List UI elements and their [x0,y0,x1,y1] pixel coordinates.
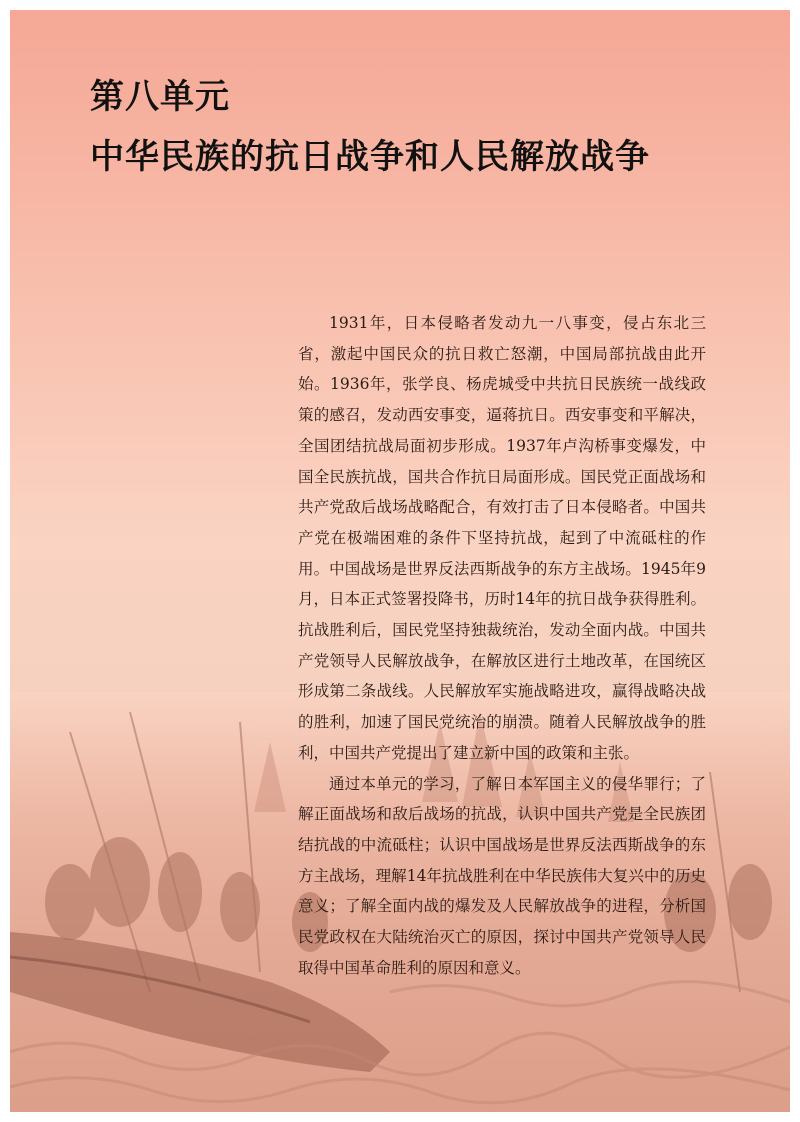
unit-label: 第八单元 [90,77,230,117]
page [10,10,790,1112]
intro-paragraph-1: 1931年，日本侵略者发动九一八事变，侵占东北三省，激起中国民众的抗日救亡怒潮，中国局部抗战由此开始。1936年，张学良、杨虎城受中共抗日民族统一战线政策的感召，发动西安事变，逼蒋抗日。西安事变和平解决，全国团结抗战局面初步形成。1937年卢沟桥事变爆发，中国全民族抗战，国共合作抗日局面形成。国民党正面战场和共产党敌后战场战略配合，有效打击了日本侵略者。中国共产党在极端困难的条件下坚持抗战，起到了中流砥柱的作用。中国战场是世界反法西斯战争的东方主战场。1945年9月，日本正式签署投降书，历时14年的抗日战争获得胜利。抗战胜利后，国民党坚持独裁统治，发动全面内战。中国共产党领导人民解放战争，在解放区进行土地改革，在国统区形成第二条战线。人民解放军实施战略进攻，赢得战略决战的胜利，加速了国民党统治的崩溃。随着人民解放战争的胜利，中国共产党提出了建立新中国的政策和主张。 [298,314,706,762]
unit-introduction [298,308,706,983]
unit-header [90,77,650,177]
unit-title: 中华民族的抗日战争和人民解放战争 [90,137,650,177]
intro-paragraph-2: 通过本单元的学习，了解日本军国主义的侵华罪行；了解正面战场和敌后战场的抗战，认识中国共产党是全民族团结抗战的中流砥柱；认识中国战场是世界反法西斯战争的东方主战场，理解14年抗战胜利在中华民族伟大复兴中的历史意义；了解全面内战的爆发及人民解放战争的进程，分析国民党政权在大陆统治灭亡的原因，探讨中国共产党领导人民取得中国革命胜利的原因和意义。 [298,774,706,977]
